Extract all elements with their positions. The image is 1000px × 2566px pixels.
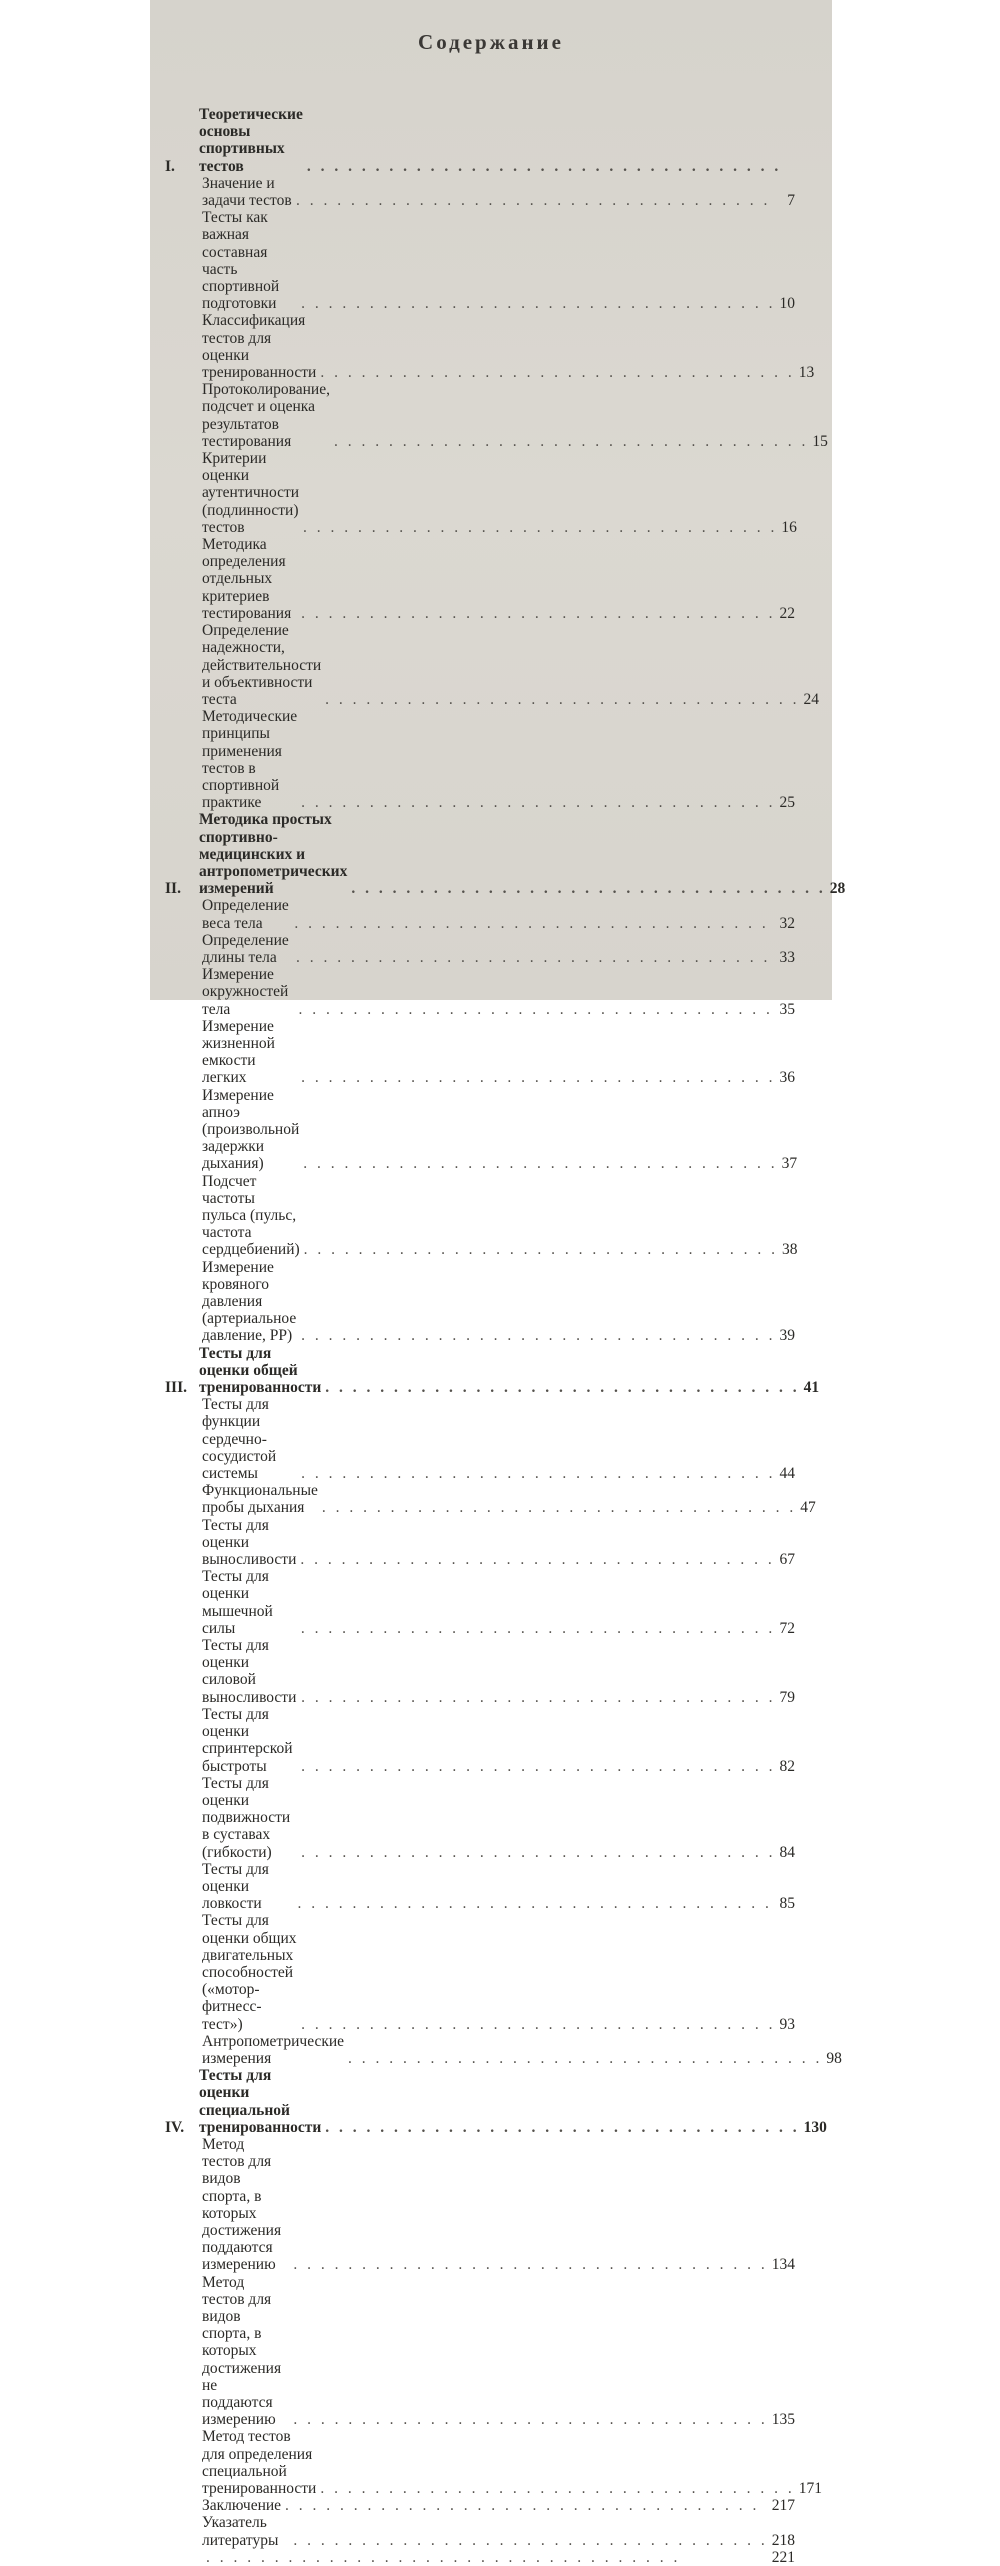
toc-entry: [165, 966, 795, 1018]
toc-entry: [165, 1775, 795, 1861]
entry-title: Тесты для оценки ловкости: [202, 1860, 269, 1913]
page-number: 44: [779, 1465, 795, 1483]
entry-title: Заключение: [202, 2497, 282, 2515]
toc-entry: [165, 1396, 795, 1482]
toc-entry: [165, 536, 795, 622]
page-number: 41: [803, 1379, 820, 1397]
toc-section: [165, 106, 795, 175]
page-number: 93: [779, 2015, 795, 2033]
entry-title: Классификация тестов для оценки тренированности: [202, 312, 317, 382]
toc-entry: [165, 2549, 795, 2566]
leader-dots: . . . . . . . . . . . . . . . . . . . . . . . . . . . . . . . . . . .: [321, 1499, 797, 1517]
page-number: 171: [798, 2480, 822, 2498]
toc-entry: [165, 622, 820, 708]
toc-entry: [165, 1637, 795, 1706]
page-number: 217: [771, 2497, 795, 2515]
toc-entry: [165, 1568, 795, 1637]
section-number: I.: [165, 157, 175, 175]
toc-entry: [165, 175, 795, 209]
entry-title: Метод тестов для видов спорта, в которых достижения поддаются измерению: [202, 2135, 282, 2274]
page-number: 33: [779, 948, 795, 966]
entry-title: Тесты для оценки выносливости: [202, 1516, 297, 1569]
leader-dots: . . . . . . . . . . . . . . . . . . . . . . . . . . . . . . . . . . .: [301, 1465, 776, 1483]
entry-title: Методика простых спортивно-медицинских и антропометрических измерений: [199, 811, 348, 898]
page-number: 67: [779, 1551, 795, 1569]
leader-dots: . . . . . . . . . . . . . . . . . . . . . . . . . . . . . . . . . . .: [301, 1688, 776, 1706]
leader-dots: . . . . . . . . . . . . . . . . . . . . . . . . . . . . . . . . . . .: [206, 2548, 681, 2566]
page-number: 15: [812, 432, 828, 450]
entry-title: Метод тестов для видов спорта, в которых достижения не поддаются измерению: [202, 2273, 282, 2429]
toc-entry: [165, 450, 795, 536]
toc-entry: [165, 708, 795, 811]
toc-entry: [165, 2032, 842, 2067]
toc-entry: [165, 1482, 816, 1517]
leader-dots: . . . . . . . . . . . . . . . . . . . . . . . . . . . . . . . . . . .: [293, 2256, 768, 2274]
toc-entry: [165, 2274, 795, 2429]
toc-entry: [165, 1861, 795, 1913]
toc-entry: [165, 1706, 795, 1775]
leader-dots: . . . . . . . . . . . . . . . . . . . . . . . . . . . . . . . . . . .: [294, 914, 769, 932]
toc-entry: [165, 897, 795, 931]
leader-dots: . . . . . . . . . . . . . . . . . . . . . . . . . . . . . . . . . . .: [320, 2480, 795, 2498]
entry-title: Определение веса тела: [202, 897, 289, 932]
leader-dots: . . . . . . . . . . . . . . . . . . . . . . . . . . . . . . . . . . .: [325, 1379, 800, 1397]
section-number: IV.: [165, 2118, 185, 2136]
leader-dots: . . . . . . . . . . . . . . . . . . . . . . . . . . . . . . . . . . .: [325, 2118, 800, 2136]
entry-title: Определение надежности, действительности и объективности теста: [202, 622, 322, 708]
page-number: 47: [800, 1499, 816, 1517]
page-number: 13: [798, 364, 815, 382]
table-of-contents: [165, 106, 846, 2566]
page-number: 16: [781, 518, 797, 536]
leader-dots: . . . . . . . . . . . . . . . . . . . . . . . . . . . . . . . . . . .: [301, 2015, 776, 2033]
page-number: 28: [829, 880, 846, 898]
page-number: 134: [771, 2256, 795, 2274]
toc-entry: [165, 381, 828, 450]
entry-title: Критерии оценки аутентичности (подлинности) тестов: [202, 450, 300, 536]
page-number: 84: [779, 1843, 795, 1861]
entry-title: Антропометрические измерения: [202, 2032, 345, 2067]
page-number: 35: [779, 1000, 795, 1018]
entry-title: Тесты как важная составная часть спортивной подготовки: [202, 209, 280, 313]
entry-title: Измерение окружностей тела: [202, 966, 289, 1018]
leader-dots: . . . . . . . . . . . . . . . . . . . . . . . . . . . . . . . . . . .: [300, 1619, 776, 1637]
page-number: 79: [779, 1688, 795, 1706]
toc-entry: [165, 1086, 798, 1173]
leader-dots: . . . . . . . . . . . . . . . . . . . . . . . . . . . . . . . . . . .: [301, 1757, 776, 1775]
page-number: 98: [826, 2049, 842, 2067]
leader-dots: . . . . . . . . . . . . . . . . . . . . . . . . . . . . . . . . . . .: [333, 432, 809, 450]
leader-dots: . . . . . . . . . . . . . . . . . . . . . . . . . . . . . . . . . . .: [301, 1843, 776, 1861]
entry-title: Тесты для оценки общей тренированности: [199, 1344, 322, 1397]
leader-dots: . . . . . . . . . . . . . . . . . . . . . . . . . . . . . . . . . . .: [297, 1895, 772, 1913]
entry-title: Значение и задачи тестов: [202, 174, 292, 210]
page-number: 10: [779, 295, 795, 313]
entry-title: Подсчет частоты пульса (пульс, частота сердцебиений): [202, 1172, 300, 1259]
entry-title: Указатель литературы: [202, 2514, 279, 2549]
toc-entry: [165, 2497, 795, 2514]
entry-title: Тесты для оценки общих двигательных способностей («мотор-фитнесс-тест»): [202, 1912, 297, 2033]
entry-title: Тесты для оценки мышечной силы: [202, 1568, 273, 1637]
entry-title: Методические принципы применения тестов в спортивной практике: [202, 708, 298, 812]
toc-entry: [165, 2428, 822, 2498]
leader-dots: . . . . . . . . . . . . . . . . . . . . . . . . . . . . . . . . . . .: [325, 690, 800, 708]
leader-dots: . . . . . . . . . . . . . . . . . . . . . . . . . . . . . . . . . . .: [301, 295, 776, 313]
page-number: 37: [781, 1155, 798, 1173]
entry-title: Протоколирование, подсчет и оценка результатов тестирования: [202, 381, 330, 450]
toc-entry: [165, 312, 815, 382]
toc-entry: [165, 1172, 798, 1259]
leader-dots: . . . . . . . . . . . . . . . . . . . . . . . . . . . . . . . . . . .: [303, 1241, 779, 1259]
leader-dots: . . . . . . . . . . . . . . . . . . . . . . . . . . . . . . . . . . .: [301, 794, 776, 812]
leader-dots: . . . . . . . . . . . . . . . . . . . . . . . . . . . . . . . . . . .: [293, 2531, 768, 2549]
page-number: 135: [771, 2411, 795, 2429]
toc-entry: [165, 1517, 795, 1569]
page-number: 7: [787, 192, 795, 210]
page-number: 82: [779, 1757, 795, 1775]
toc-entry: [165, 1259, 795, 1345]
entry-title: Тесты для оценки подвижности в суставах (гибкости): [202, 1774, 291, 1861]
page-number: 85: [779, 1895, 795, 1913]
leader-dots: . . . . . . . . . . . . . . . . . . . . . . . . . . . . . . . . . . .: [300, 1551, 775, 1569]
toc-entry: [165, 2514, 795, 2548]
toc-entry: [165, 1912, 795, 2032]
entry-title: Тесты для функции сердечно-сосудистой системы: [202, 1396, 277, 1483]
leader-dots: . . . . . . . . . . . . . . . . . . . . . . . . . . . . . . . . . . .: [298, 1000, 773, 1018]
leader-dots: . . . . . . . . . . . . . . . . . . . . . . . . . . . . . . . . . . .: [296, 192, 771, 210]
entry-title: Функциональные пробы дыхания: [202, 1482, 318, 1517]
leader-dots: . . . . . . . . . . . . . . . . . . . . . . . . . . . . . . . . . . .: [320, 364, 795, 382]
toc-entry: [165, 1018, 795, 1087]
entry-title: Определение длины тела: [202, 931, 289, 966]
entry-title: Измерение кровяного давления (артериальное давление, РР): [202, 1258, 297, 1345]
leader-dots: . . . . . . . . . . . . . . . . . . . . . . . . . . . . . . . . . . .: [348, 2049, 823, 2067]
entry-title: Тесты для оценки силовой выносливости: [202, 1637, 297, 1706]
entry-title: Метод тестов для определения специальной тренированности: [202, 2428, 317, 2498]
page-number: 24: [803, 690, 820, 708]
entry-title: Тесты для оценки специальной тренированности: [199, 2067, 322, 2136]
leader-dots: . . . . . . . . . . . . . . . . . . . . . . . . . . . . . . . . . . .: [306, 157, 782, 175]
leader-dots: . . . . . . . . . . . . . . . . . . . . . . . . . . . . . . . . . . .: [295, 948, 771, 966]
section-number: III.: [165, 1379, 187, 1397]
page-number: 221: [771, 2548, 795, 2566]
toc-entry: [165, 209, 795, 312]
page-number: 22: [779, 604, 795, 622]
page-number: 32: [779, 914, 795, 932]
leader-dots: . . . . . . . . . . . . . . . . . . . . . . . . . . . . . . . . . . .: [301, 604, 776, 622]
section-number: II.: [165, 880, 181, 898]
page-number: 36: [779, 1069, 795, 1087]
page-number: 130: [803, 2118, 827, 2136]
entry-title: Теоретические основы спортивных тестов: [199, 106, 303, 175]
entry-title: Тесты для оценки спринтерской быстроты: [202, 1705, 293, 1775]
page-number: 39: [779, 1327, 795, 1345]
leader-dots: . . . . . . . . . . . . . . . . . . . . . . . . . . . . . . . . . . .: [303, 518, 778, 536]
leader-dots: . . . . . . . . . . . . . . . . . . . . . . . . . . . . . . . . . . .: [301, 1327, 776, 1345]
toc-section: [165, 811, 846, 898]
toc-entry: [165, 932, 795, 966]
entry-title: Методика определения отдельных критериев тестирования: [202, 536, 292, 622]
leader-dots: . . . . . . . . . . . . . . . . . . . . . . . . . . . . . . . . . . .: [293, 2411, 768, 2429]
leader-dots: . . . . . . . . . . . . . . . . . . . . . . . . . . . . . . . . . . .: [351, 880, 826, 898]
entry-title: Измерение жизненной емкости легких: [202, 1017, 275, 1087]
page-number: 218: [771, 2531, 795, 2549]
page-number: 72: [779, 1619, 795, 1637]
page-number: 38: [782, 1241, 798, 1259]
leader-dots: . . . . . . . . . . . . . . . . . . . . . . . . . . . . . . . . . . .: [301, 1069, 776, 1087]
leader-dots: . . . . . . . . . . . . . . . . . . . . . . . . . . . . . . . . . . .: [285, 2497, 760, 2515]
page-number: 25: [779, 794, 796, 812]
toc-section: [165, 2067, 827, 2136]
entry-title: Измерение апноэ (произвольной задержки дыхания): [202, 1086, 300, 1173]
toc-section: [165, 1344, 820, 1397]
leader-dots: . . . . . . . . . . . . . . . . . . . . . . . . . . . . . . . . . . .: [303, 1155, 778, 1173]
toc-entry: [165, 2136, 795, 2274]
page-title: Содержание: [418, 30, 564, 54]
